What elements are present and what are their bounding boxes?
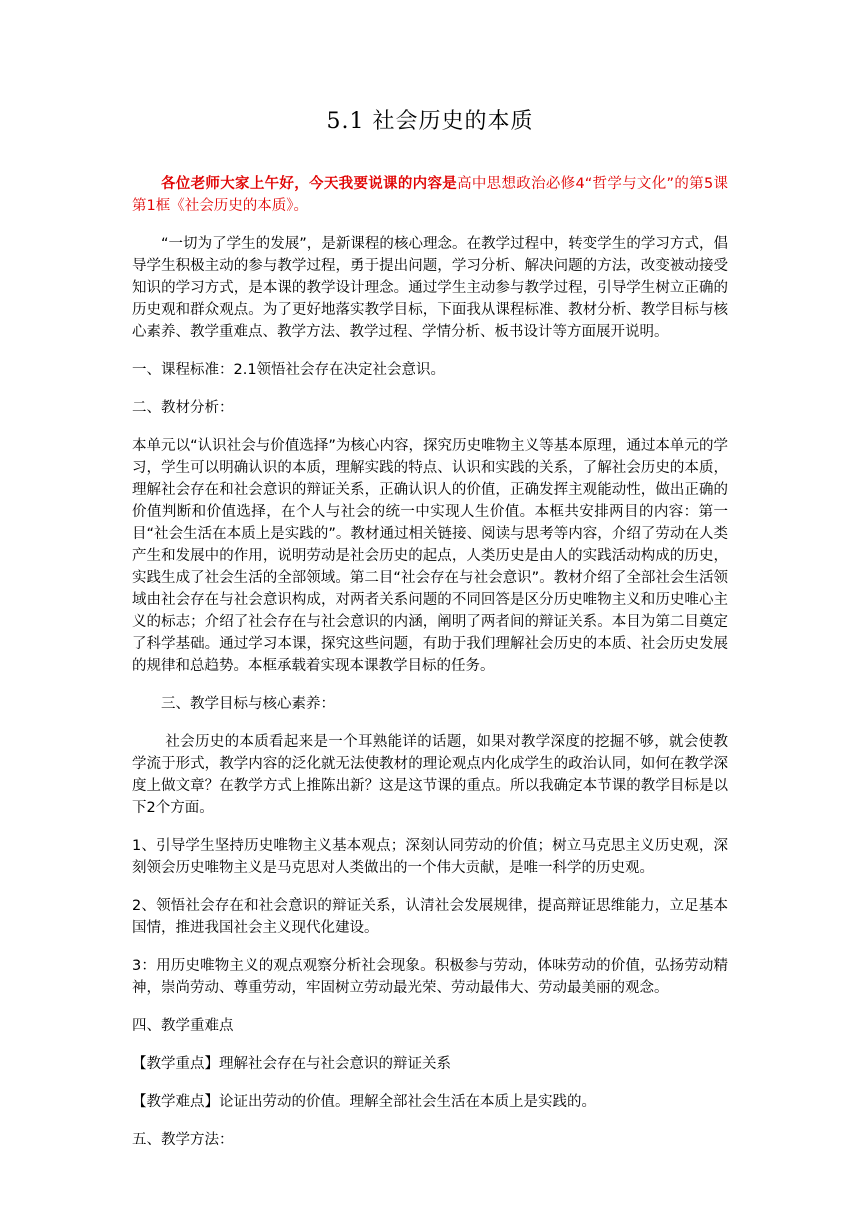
textbook-analysis-paragraph: 本单元以“认识社会与价值选择”为核心内容，探究历史唯物主义等基本原理，通过本单元的学习，学生可以明确认识的本质，理解实践的特点、认识和实践的关系，了解社会历史的本质，理解社会存在和社会意识的辩证关系，正确认识人的价值，正确发挥主观能动性，做出正确的价值判断和价值选择，在个人与社会的统一中实现人生价值。本框共安排两目的内容：第一目“社会生活在本质上是实践的”。教材通过相关链接、阅读与思考等内容，介绍了劳动在人类产生和发展中的作用，说明劳动是社会历史的起点，人类历史是由人的实践活动构成的历史，实践生成了社会生活的全部领域。第二目“社会存在与社会意识”。教材介绍了全部社会生活领域由社会存在与社会意识构成，对两者关系问题的不同回答是区分历史唯物主义和历史唯心主义的标志；介绍了社会存在与社会意识的内涵，阐明了两者间的辩证关系。本目为第二目奠定了科学基础。通过学习本课，探究这些问题，有助于我们理解社会历史的本质、社会历史发展的规律和总趋势。本框承载着实现本课教学目标的任务。 [132, 438, 728, 674]
goal-item-3: 3：用历史唯物主义的观点观察分析社会现象。积极参与劳动，体味劳动的价值，弘扬劳动精神，崇尚劳动、尊重劳动，牢固树立劳动最光荣、劳动最伟大、劳动最美丽的观念。 [132, 958, 728, 996]
intro-topic: 高中思想政治必修4“哲学与文化”的第5课第1框《社会历史的本质》。 [132, 176, 728, 214]
section-key-difficult-points: 四、教学重难点 [132, 1018, 234, 1034]
section-curriculum-standard: 一、课程标准：2.1领悟社会存在决定社会意识。 [132, 362, 446, 378]
section-teaching-methods: 五、教学方法： [132, 1132, 234, 1148]
document-title: 5.1 社会历史的本质 [326, 109, 534, 134]
goal-item-2: 2、领悟社会存在和社会意识的辩证关系，认清社会发展规律，提高辩证思维能力，立足基本国情，推进我国社会主义现代化建设。 [132, 898, 728, 936]
intro-paragraph [132, 173, 728, 217]
section-teaching-goals: 三、教学目标与核心素养： [161, 696, 335, 712]
difficult-point: 【教学难点】论证出劳动的价值。理解全部社会生活在本质上是实践的。 [132, 1094, 596, 1110]
section-textbook-analysis: 二、教材分析： [132, 400, 234, 416]
intro-greeting: 各位老师大家上午好，今天我要说课的内容是 [161, 176, 458, 192]
key-point: 【教学重点】理解社会存在与社会意识的辩证关系 [132, 1056, 451, 1072]
goal-item-1: 1、引导学生坚持历史唯物主义基本观点；深刻认同劳动的价值；树立马克思主义历史观，深刻领会历史唯物主义是马克思对人类做出的一个伟大贡献，是唯一科学的历史观。 [132, 838, 728, 876]
teaching-goals-paragraph: 社会历史的本质看起来是一个耳熟能详的话题，如果对教学深度的挖掘不够，就会使教学流于形式，教学内容的泛化就无法使教材的理论观点内化成学生的政治认同，如何在教学深度上做文章？在教学方式上推陈出新？这是这节课的重点。所以我确定本节课的教学目标是以下2个方面。 [132, 734, 728, 816]
philosophy-paragraph: “一切为了学生的发展”，是新课程的核心理念。在教学过程中，转变学生的学习方式，倡导学生积极主动的参与教学过程，勇于提出问题，学习分析、解决问题的方法，改变被动接受知识的学习方式，是本课的教学设计理念。通过学生主动参与教学过程，引导学生树立正确的历史观和群众观点。为了更好地落实教学目标，下面我从课程标准、教材分析、教学目标与核心素养、教学重难点、教学方法、教学过程、学情分析、板书设计等方面展开说明。 [132, 236, 728, 340]
